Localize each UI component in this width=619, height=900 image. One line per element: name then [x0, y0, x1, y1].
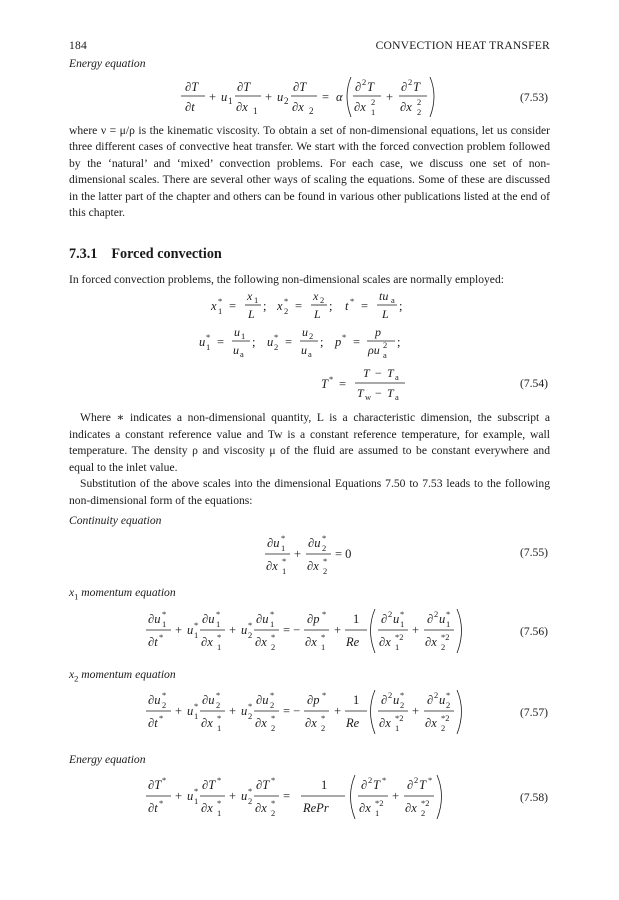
svg-text:1: 1	[228, 95, 233, 106]
svg-text:u: u	[439, 611, 446, 626]
svg-text:*2: *2	[421, 797, 430, 808]
section-title: Forced convection	[111, 245, 222, 262]
svg-text:*: *	[194, 619, 199, 630]
svg-text:∂u: ∂u	[256, 693, 269, 708]
svg-text:*: *	[321, 713, 326, 724]
svg-text:;: ;	[252, 335, 256, 350]
svg-text:1: 1	[353, 693, 360, 708]
svg-text:1: 1	[282, 566, 287, 577]
svg-text:1: 1	[218, 306, 223, 317]
svg-text:+: +	[229, 704, 237, 719]
svg-text:2: 2	[368, 774, 373, 785]
svg-text:a: a	[240, 349, 244, 360]
svg-text:2: 2	[417, 106, 422, 117]
svg-text:2: 2	[441, 723, 446, 734]
svg-text:∂x: ∂x	[425, 634, 437, 649]
svg-text:t: t	[345, 299, 349, 314]
svg-text:=: =	[361, 299, 369, 314]
svg-text:T: T	[419, 777, 426, 792]
svg-text:∂x: ∂x	[255, 800, 267, 815]
svg-text:*: *	[217, 713, 222, 724]
page-number: 184	[69, 39, 87, 52]
svg-text:+: +	[334, 704, 342, 719]
svg-text:2: 2	[322, 543, 327, 554]
svg-text:*: *	[284, 296, 289, 307]
svg-text:2: 2	[271, 807, 276, 818]
svg-text:−: −	[375, 366, 382, 381]
svg-text:u: u	[277, 89, 284, 104]
svg-text:tu: tu	[379, 289, 389, 304]
svg-text:+: +	[209, 89, 217, 104]
svg-text:2: 2	[383, 340, 388, 351]
svg-text:u: u	[241, 622, 248, 637]
svg-text:*2: *2	[395, 713, 404, 724]
svg-text:u: u	[267, 335, 274, 350]
svg-text:*: *	[270, 608, 275, 619]
svg-text:2: 2	[362, 76, 367, 87]
equation-number: (7.57)	[519, 705, 548, 719]
svg-text:∂x: ∂x	[201, 800, 213, 815]
svg-text:∂: ∂	[401, 79, 408, 94]
svg-text:1: 1	[162, 618, 167, 629]
svg-text:=: =	[322, 89, 330, 104]
svg-text:∂u: ∂u	[148, 611, 161, 626]
scales-equations	[199, 288, 449, 404]
svg-text:*: *	[400, 690, 405, 701]
svg-text:= −: = −	[283, 622, 301, 637]
svg-text:2: 2	[446, 700, 451, 711]
svg-text:∂x: ∂x	[201, 634, 213, 649]
svg-text:1: 1	[375, 807, 380, 818]
svg-text:a: a	[308, 349, 312, 360]
svg-text:1: 1	[241, 331, 246, 342]
svg-text:ρu: ρu	[368, 343, 380, 358]
svg-text:*: *	[206, 332, 211, 343]
svg-text:∂t: ∂t	[148, 634, 158, 649]
svg-text:1: 1	[400, 618, 405, 629]
svg-text:u: u	[221, 89, 228, 104]
svg-text:2: 2	[274, 342, 279, 353]
svg-text:1: 1	[206, 342, 211, 353]
svg-text:∂u: ∂u	[202, 611, 215, 626]
svg-text:1: 1	[217, 723, 222, 734]
svg-text:T: T	[363, 366, 370, 381]
svg-text:*: *	[159, 797, 164, 808]
equation-number: (7.54)	[519, 377, 548, 391]
svg-text:;: ;	[320, 335, 324, 350]
svg-text:*: *	[274, 332, 279, 343]
svg-text:+: +	[294, 547, 302, 562]
svg-text:2: 2	[323, 566, 328, 577]
x1-momentum-equation-7-56	[145, 605, 475, 659]
energy-equation-7-53	[179, 71, 439, 125]
svg-text:u: u	[393, 693, 400, 708]
svg-text:∂x: ∂x	[201, 716, 213, 731]
svg-text:∂T: ∂T	[256, 777, 270, 792]
svg-text:*: *	[248, 619, 253, 630]
svg-text:*: *	[271, 774, 276, 785]
svg-text:=: =	[353, 335, 361, 350]
paragraph-kinematic-viscosity: where ν = μ/ρ is the kinematic viscosity. To obtain a set of non-dimensional equations, let us consider three different cases of convective heat transfer. We start with the forced convection problem followed by the ‘natural’ and ‘mixed’ convection problems. For each case, we discuss one set of non-dimensional scales. There are several other ways of scaling the equations. Some of these are discussed in the latter part of the chapter and others can be found in various other publications listed at the end of this chapter.	[69, 123, 550, 220]
book-page	[69, 38, 550, 827]
continuity-equation-label: Continuity equation	[69, 513, 162, 527]
svg-text:∂x: ∂x	[379, 716, 391, 731]
svg-text:2: 2	[309, 331, 314, 342]
svg-text:2: 2	[284, 95, 289, 106]
svg-text:*: *	[281, 533, 286, 544]
svg-text:=: =	[339, 377, 347, 392]
svg-text:*: *	[270, 690, 275, 701]
running-header	[69, 38, 550, 54]
svg-text:;: ;	[397, 335, 401, 350]
svg-text:∂: ∂	[427, 611, 434, 626]
svg-text:+: +	[334, 622, 342, 637]
equation-7-55	[69, 529, 550, 577]
svg-text:1: 1	[194, 711, 199, 722]
svg-text:u: u	[241, 704, 248, 719]
svg-text:= 0: = 0	[335, 547, 352, 562]
svg-text:*: *	[162, 774, 167, 785]
svg-text:2: 2	[270, 700, 275, 711]
svg-text:∂T: ∂T	[293, 79, 307, 94]
svg-text:u: u	[233, 343, 239, 358]
equation-number: (7.55)	[519, 546, 548, 560]
svg-text:a: a	[395, 392, 399, 403]
svg-text:2: 2	[417, 96, 422, 107]
svg-text:u: u	[302, 325, 308, 340]
svg-text:∂: ∂	[407, 777, 414, 792]
x1-momentum-equation-label: $x_1$ momentum equation	[69, 586, 176, 602]
svg-text:*: *	[329, 374, 334, 385]
svg-text:*: *	[323, 556, 328, 567]
svg-text:2: 2	[320, 295, 325, 306]
svg-text:∂x: ∂x	[266, 559, 278, 574]
equation-7-56	[69, 603, 550, 661]
svg-text:*: *	[322, 533, 327, 544]
svg-text:*: *	[342, 332, 347, 343]
svg-text:x: x	[277, 299, 283, 314]
svg-text:*: *	[321, 631, 326, 642]
x2-momentum-equation-7-57	[145, 686, 475, 740]
x2-momentum-label-text: momentum equation	[78, 667, 176, 681]
svg-text:*: *	[446, 690, 451, 701]
svg-text:1: 1	[217, 807, 222, 818]
svg-text:*: *	[216, 690, 221, 701]
svg-text:T: T	[357, 386, 364, 401]
svg-text:2: 2	[271, 723, 276, 734]
running-title: CONVECTION HEAT TRANSFER	[375, 39, 550, 52]
svg-text:∂u: ∂u	[202, 693, 215, 708]
svg-text:1: 1	[216, 618, 221, 629]
paragraph-substitution: Substitution of the above scales into the dimensional Equations 7.50 to 7.53 leads to the following non-dimensional form of the equations:	[69, 477, 550, 507]
svg-text:=: =	[283, 788, 291, 803]
svg-text:*: *	[271, 797, 276, 808]
svg-text:*2: *2	[395, 631, 404, 642]
continuity-equation-7-55	[264, 529, 374, 577]
svg-text:∂x: ∂x	[425, 716, 437, 731]
svg-text:u: u	[301, 343, 307, 358]
svg-text:Re: Re	[346, 634, 360, 649]
svg-text:+: +	[175, 788, 183, 803]
svg-text:∂u: ∂u	[256, 611, 269, 626]
svg-text:∂x: ∂x	[255, 716, 267, 731]
svg-text:*: *	[159, 713, 164, 724]
svg-text:2: 2	[371, 96, 376, 107]
svg-text:*: *	[322, 690, 327, 701]
equation-number: (7.53)	[519, 90, 548, 104]
svg-text:2: 2	[441, 641, 446, 652]
svg-text:=: =	[295, 299, 303, 314]
svg-text:L: L	[314, 307, 321, 322]
section-heading	[69, 244, 550, 264]
svg-text:2: 2	[309, 105, 314, 116]
svg-text:;: ;	[263, 299, 267, 314]
svg-text:1: 1	[281, 543, 286, 554]
svg-text:L: L	[382, 307, 389, 322]
energy-equation-label-bottom: Energy equation	[69, 753, 146, 767]
svg-text:L: L	[248, 307, 255, 322]
svg-text:1: 1	[321, 641, 326, 652]
equation-number: (7.56)	[519, 624, 548, 638]
paragraph-scale-definitions: Where ∗ indicates a non-dimensional quantity, L is a characteristic dimension, the subscript a indicates a constant reference value and Tw is a constant reference temperature, for example, wall temperature. The density ρ and viscosity μ of the fluid are assumed to be constant everywhere and equal to the inlet value.	[69, 411, 550, 474]
svg-text:∂T: ∂T	[202, 777, 216, 792]
svg-text:∂T: ∂T	[148, 777, 162, 792]
svg-text:∂T: ∂T	[237, 79, 251, 94]
svg-text:1: 1	[194, 629, 199, 640]
svg-text:T: T	[413, 79, 420, 94]
svg-text:*: *	[159, 631, 164, 642]
svg-text:2: 2	[248, 629, 253, 640]
svg-text:*: *	[217, 631, 222, 642]
svg-text:∂u: ∂u	[267, 536, 280, 551]
svg-text:*: *	[322, 608, 327, 619]
svg-text:+: +	[229, 622, 237, 637]
svg-text:2: 2	[400, 700, 405, 711]
svg-text:x: x	[211, 299, 217, 314]
equation-number: (7.58)	[519, 790, 548, 804]
svg-text:=: =	[229, 299, 237, 314]
svg-text:2: 2	[248, 711, 253, 722]
svg-text:T: T	[321, 377, 328, 392]
svg-text:∂: ∂	[381, 693, 388, 708]
svg-text:*: *	[271, 631, 276, 642]
svg-text:*: *	[162, 608, 167, 619]
svg-text:∂: ∂	[381, 611, 388, 626]
svg-text:∂p: ∂p	[307, 693, 320, 708]
svg-text:*: *	[162, 690, 167, 701]
svg-text:2: 2	[321, 723, 326, 734]
svg-text:+: +	[229, 788, 237, 803]
svg-text:∂x: ∂x	[379, 634, 391, 649]
svg-text:*: *	[350, 296, 355, 307]
svg-text:∂x: ∂x	[400, 99, 412, 114]
svg-text:= −: = −	[283, 704, 301, 719]
svg-text:T: T	[387, 386, 394, 401]
svg-text:1: 1	[217, 641, 222, 652]
svg-text:∂u: ∂u	[148, 693, 161, 708]
svg-text:w: w	[365, 392, 372, 403]
non-dimensional-scales	[69, 288, 550, 404]
svg-text:;: ;	[399, 299, 403, 314]
svg-text:α: α	[336, 89, 343, 104]
svg-text:∂x: ∂x	[255, 634, 267, 649]
svg-text:a: a	[383, 350, 387, 361]
svg-text:2: 2	[414, 774, 419, 785]
energy-equation-7-58	[145, 771, 475, 825]
svg-text:2: 2	[434, 608, 439, 619]
paragraph-forced-convection-intro: In forced convection problems, the following non-dimensional scales are normally employed:	[69, 272, 504, 286]
svg-text:x: x	[247, 289, 253, 304]
svg-text:RePr: RePr	[303, 800, 329, 815]
svg-text:∂: ∂	[427, 693, 434, 708]
svg-text:∂x: ∂x	[405, 800, 417, 815]
svg-text:1: 1	[446, 618, 451, 629]
svg-text:*: *	[194, 785, 199, 796]
svg-text:1: 1	[253, 105, 258, 116]
svg-text:2: 2	[408, 76, 413, 87]
svg-text:*: *	[382, 774, 387, 785]
svg-text:u: u	[234, 325, 240, 340]
svg-text:+: +	[392, 788, 400, 803]
svg-text:∂x: ∂x	[236, 99, 248, 114]
svg-text:∂: ∂	[355, 79, 362, 94]
svg-text:u: u	[439, 693, 446, 708]
svg-text:=: =	[217, 335, 225, 350]
svg-text:∂u: ∂u	[308, 536, 321, 551]
svg-text:−: −	[375, 386, 382, 401]
svg-text:∂x: ∂x	[292, 99, 304, 114]
svg-text:+: +	[412, 704, 420, 719]
svg-text:2: 2	[271, 641, 276, 652]
energy-equation-label-top: Energy equation	[69, 57, 146, 71]
svg-text:∂x: ∂x	[305, 716, 317, 731]
svg-text:*: *	[428, 774, 433, 785]
svg-text:p: p	[335, 335, 342, 350]
svg-text:Re: Re	[346, 716, 360, 731]
svg-text:∂x: ∂x	[354, 99, 366, 114]
svg-text:+: +	[175, 704, 183, 719]
svg-text:∂t: ∂t	[148, 716, 158, 731]
svg-text:*: *	[218, 296, 223, 307]
svg-text:*: *	[400, 608, 405, 619]
svg-text:1: 1	[395, 641, 400, 652]
svg-text:u: u	[199, 335, 206, 350]
svg-text:∂T: ∂T	[185, 79, 199, 94]
svg-text:1: 1	[270, 618, 275, 629]
svg-text:2: 2	[434, 690, 439, 701]
svg-text:*: *	[271, 713, 276, 724]
svg-text:∂: ∂	[361, 777, 368, 792]
svg-text:*: *	[194, 701, 199, 712]
svg-text:*: *	[282, 556, 287, 567]
svg-text:u: u	[241, 788, 248, 803]
svg-text:∂t: ∂t	[185, 99, 195, 114]
svg-text:1: 1	[371, 106, 376, 117]
x2-momentum-equation-label: $x_2$ momentum equation	[69, 667, 176, 684]
svg-text:T: T	[367, 79, 374, 94]
svg-text:*: *	[248, 785, 253, 796]
svg-text:+: +	[175, 622, 183, 637]
svg-text:+: +	[386, 89, 394, 104]
svg-text:+: +	[412, 622, 420, 637]
svg-text:u: u	[187, 788, 194, 803]
svg-text:T: T	[373, 777, 380, 792]
svg-text:1: 1	[353, 611, 360, 626]
svg-text:∂x: ∂x	[307, 559, 319, 574]
svg-text:1: 1	[194, 795, 199, 806]
svg-text:2: 2	[162, 700, 167, 711]
svg-text:2: 2	[421, 807, 426, 818]
svg-text:x: x	[313, 289, 319, 304]
svg-text:+: +	[265, 89, 273, 104]
svg-text:a: a	[391, 295, 395, 306]
svg-text:1: 1	[321, 777, 328, 792]
svg-text:u: u	[393, 611, 400, 626]
equation-7-57	[69, 684, 550, 742]
svg-text:;: ;	[329, 299, 333, 314]
svg-text:2: 2	[284, 306, 289, 317]
svg-text:*: *	[216, 608, 221, 619]
svg-text:∂x: ∂x	[305, 634, 317, 649]
svg-text:2: 2	[248, 795, 253, 806]
equation-7-58	[69, 769, 550, 827]
svg-text:∂p: ∂p	[307, 611, 320, 626]
svg-text:∂t: ∂t	[148, 800, 158, 815]
svg-text:1: 1	[254, 295, 259, 306]
svg-text:u: u	[187, 622, 194, 637]
svg-text:*2: *2	[441, 631, 450, 642]
svg-text:*: *	[446, 608, 451, 619]
svg-text:2: 2	[388, 690, 393, 701]
svg-text:*: *	[217, 774, 222, 785]
x1-momentum-label-text: momentum equation	[78, 586, 176, 600]
svg-text:*: *	[248, 701, 253, 712]
svg-text:p: p	[375, 325, 381, 340]
svg-text:∂x: ∂x	[359, 800, 371, 815]
svg-text:1: 1	[395, 723, 400, 734]
svg-text:*2: *2	[375, 797, 384, 808]
svg-text:a: a	[395, 372, 399, 383]
svg-text:u: u	[187, 704, 194, 719]
svg-text:2: 2	[216, 700, 221, 711]
equation-7-53	[69, 73, 550, 123]
svg-text:=: =	[285, 335, 293, 350]
svg-text:*: *	[217, 797, 222, 808]
svg-text:*2: *2	[441, 713, 450, 724]
svg-text:T: T	[387, 366, 394, 381]
svg-text:2: 2	[388, 608, 393, 619]
section-number: 7.3.1	[69, 245, 98, 262]
